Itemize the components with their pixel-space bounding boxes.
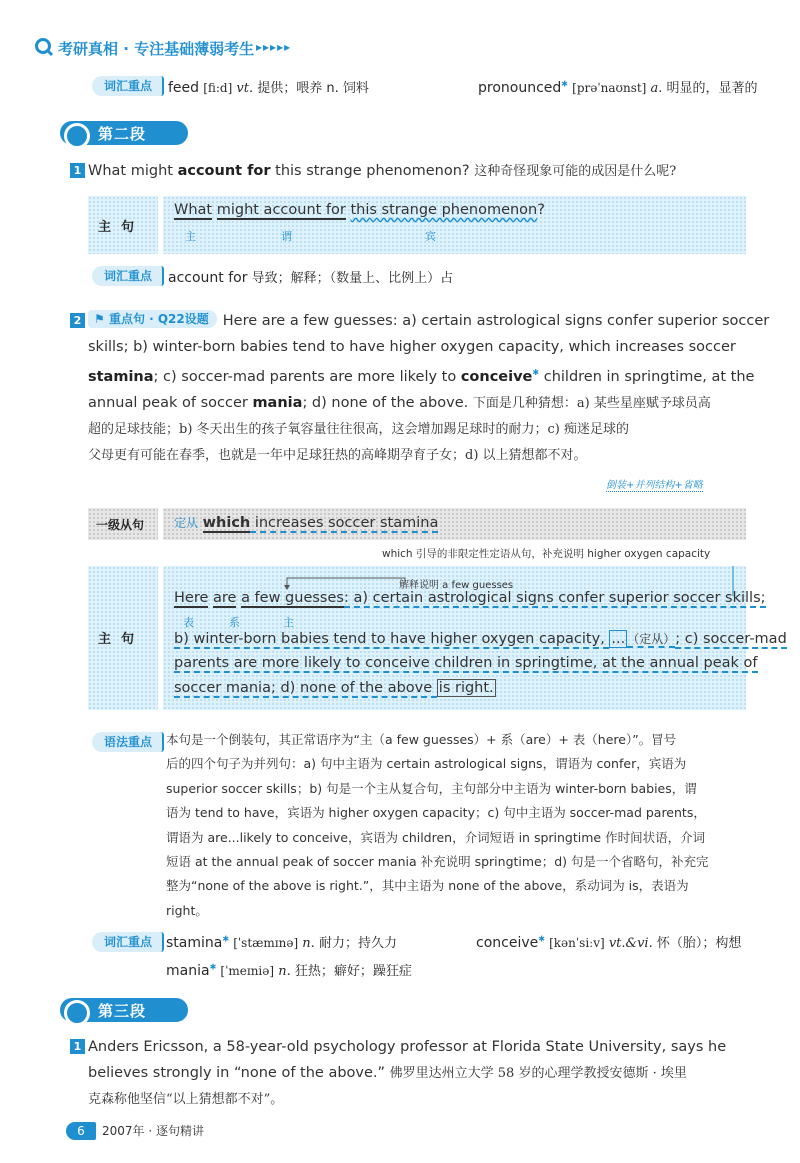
main-line-3: parents are more likely to conceive children in springtime, at the annual peak of bbox=[174, 655, 758, 671]
star-icon: ✱ bbox=[561, 79, 568, 89]
analysis1-sentence-cell bbox=[163, 196, 746, 254]
sentence-2-2: 2 ⚑ 重点句 · Q22设题 Here are a few guesses: a) certain astrological signs confer superior soccer skills; b) winter-born babies tend to have higher oxygen capacity, which increases soccer stamina; c) soccer-mad parents are more likely to conceive✱ children in springtime, at the annual peak of soccer mania; d) none of the above. 下面是几种猜想：a) 某些星座赋予球员高 超的足球技能；b) 冬天出生的孩子氧容量往往很高，这会增加踢足球时的耐力；c) 痴迷足球的 父母更有可能在春季，也就是一年中足球狂热的高峰期孕育子女；d) 以上猜想都不对。 bbox=[70, 308, 750, 469]
sentence-3-1: 1 Anders Ericsson, a 58-year-old psychology professor at Florida State University, says he believes strongly in “none of the above.” 佛罗里达州立大学 58 岁的心理学教授安德斯 · 埃里 克森称他坚信“以上猜想都不对”。 bbox=[70, 1034, 760, 1113]
section-banner-3 bbox=[60, 998, 190, 1022]
vocab-mania: mania✱ [ˈmeɪniə] n. 狂热；癖好；躁狂症 bbox=[166, 962, 412, 979]
header-arrows-icon: ▸▸▸▸▸ bbox=[256, 40, 292, 54]
vocab2-tag: 词汇重点 bbox=[92, 931, 164, 952]
sentence-2-1: 1 What might account for this strange phenomenon? 这种奇怪现象可能的成因是什么呢? bbox=[70, 158, 676, 185]
role-object: 宾 bbox=[425, 230, 436, 243]
vocab-pronounced: pronounced✱ [prəˈnaʊnst] a. 明显的，显著的 bbox=[478, 79, 758, 96]
explain-note: 解释说明 a few guesses bbox=[399, 580, 514, 591]
role-subject: 主 bbox=[185, 230, 196, 243]
analysis2-sub-sentence-cell bbox=[163, 508, 746, 540]
main-line-1: Here are a few guesses: a) certain astrological signs confer superior soccer skills; bbox=[174, 590, 766, 606]
banner-title: 第三段 bbox=[98, 1002, 147, 1020]
vocab-conceive: conceive✱ [kənˈsiːv] vt.&vi. 怀（胎）；构想 bbox=[476, 934, 742, 951]
key-sentence-badge: ⚑ 重点句 · Q22设题 bbox=[88, 310, 217, 328]
analysis1-sentence: What might account for this strange phenomenon? bbox=[174, 202, 545, 218]
header-title: 考研真相 · 专注基础薄弱考生 bbox=[58, 40, 255, 58]
sentence-number: 2 bbox=[70, 313, 85, 328]
section-banner-2 bbox=[60, 121, 190, 145]
structure-tip: 倒装+并列结构+省略 bbox=[606, 476, 703, 492]
vocab-account-for: account for 导致；解释；（数量上、比例上）占 bbox=[168, 270, 454, 286]
sentence-number: 1 bbox=[70, 1039, 85, 1054]
role-xi: 系 bbox=[229, 616, 240, 629]
footer-title: 2007年 · 逐句精讲 bbox=[102, 1124, 204, 1138]
magnifier-logo-icon bbox=[34, 37, 54, 57]
banner-q-icon bbox=[64, 123, 90, 149]
sub-clause-note: which 引导的非限定性定语从句，补充说明 higher oxygen capacity bbox=[382, 548, 711, 560]
analysis2-main-label-cell: 主句 bbox=[88, 566, 158, 710]
analysis2-main-sentence-cell bbox=[163, 566, 787, 710]
page-number: 6 bbox=[66, 1122, 96, 1140]
vocab-feed: feed [fi:d] vt. 提供；喂养 n. 饲料 bbox=[168, 80, 369, 96]
banner-q-icon bbox=[64, 1000, 90, 1026]
sub-clause: 定从 which increases soccer stamina bbox=[174, 515, 439, 531]
analysis2-sub-label-cell: 一级从句 bbox=[88, 508, 158, 540]
analysis1-label-cell: 主句 bbox=[88, 196, 158, 254]
role-biao: 表 bbox=[183, 616, 194, 629]
vocab1-tag: 词汇重点 bbox=[92, 265, 164, 286]
grammar-notes: 本句是一个倒装句，其正常语序为“主（a few guesses）+ 系（are）+ 表（here）”。冒号 后的四个句子为并列句：a) 句中主语为 certain astrological signs，谓语为 confer，宾语为 superior soccer skills；b) 句是一个主从复合句，主句部分中主语为 winter-born babies，谓 语为 tend to have，宾语为 higher oxygen capacity；c) 句中主语为 soccer-mad parents， 谓语为 are...likely to conceive，宾语为 children，介词短语 in springtime 作时间状语，介词 短语 at the annual peak of soccer mania 补充说明 springtime；d) 句是一个省略句，补充完 整为“none of the above is right.”，其中主语为 none of the above，系动词为 is，表语为 right。 bbox=[166, 732, 709, 918]
role-predicate: 谓 bbox=[281, 230, 292, 243]
grammar-tag: 语法重点 bbox=[92, 731, 164, 752]
vocab-top-tag: 词汇重点 bbox=[92, 75, 164, 96]
main-line-2: b) winter-born babies tend to have higher oxygen capacity, ... （定从）; c) soccer-mad bbox=[174, 631, 787, 647]
vocab-stamina: stamina✱ [ˈstæmɪnə] n. 耐力；持久力 bbox=[166, 934, 397, 951]
banner-title: 第二段 bbox=[98, 125, 147, 143]
sentence-number: 1 bbox=[70, 163, 85, 178]
role-zhu: 主 bbox=[283, 616, 294, 629]
main-line-4: soccer mania; d) none of the above is right. bbox=[174, 680, 494, 696]
